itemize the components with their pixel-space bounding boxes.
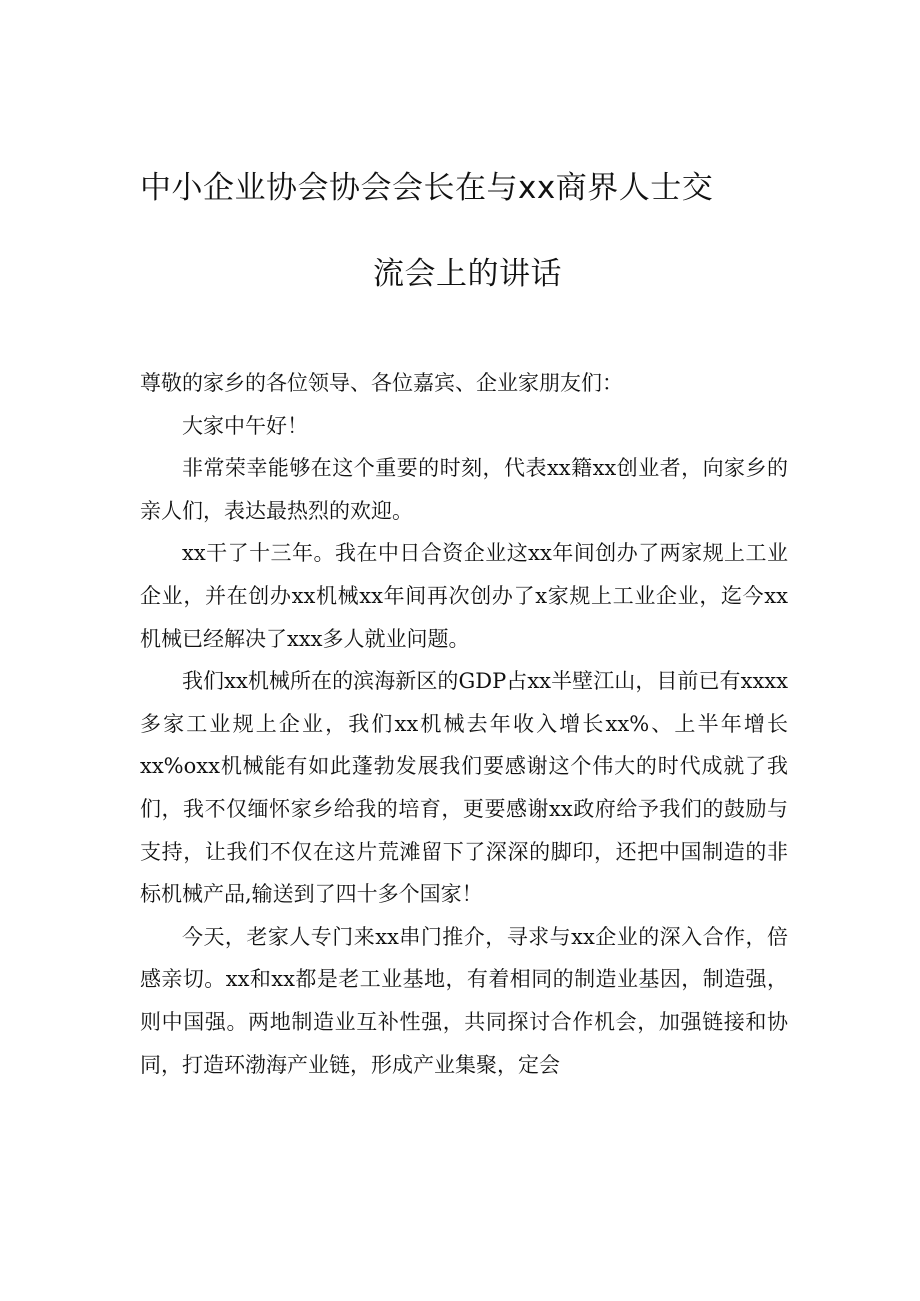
- paragraph: xx干了十三年。我在中日合资企业这xx年间创办了两家规上工业企业，并在创办xx机械xx年间再次创办了x家规上工业企业，迄今xx机械已经解决了xxx多人就业问题。: [140, 541, 788, 651]
- title-line-2: 流会上的讲话: [373, 256, 562, 292]
- paragraph: 非常荣幸能够在这个重要的时刻，代表xx籍xx创业者，向家乡的亲人们，表达最热烈的欢迎。: [140, 456, 788, 523]
- paragraph: 我们xx机械所在的滨海新区的GDP占xx半壁江山，目前已有xxxx多家工业规上企业，我们xx机械去年收入增长xx%、上半年增长xx%oxx机械能有如此蓬勃发展我们要感谢这个伟大的时代成就了我们，我不仅缅怀家乡给我的培育，更要感谢xx政府给予我们的鼓励与支持，让我们不仅在这片荒滩留下了深深的脚印，还把中国制造的非标机械产品,输送到了四十多个国家！: [140, 669, 788, 907]
- title-line-1: 中小企业协会协会会长在与xx商界人士交: [140, 170, 714, 206]
- paragraph: 大家中午好！: [182, 413, 308, 438]
- salutation: 尊敬的家乡的各位领导、各位嘉宾、企业家朋友们：: [140, 371, 623, 395]
- speech-body: [140, 362, 788, 1086]
- paragraph: 今天，老家人专门来xx串门推介，寻求与xx企业的深入合作，倍感亲切。xx和xx都是老工业基地，有着相同的制造业基因，制造强，则中国强。两地制造业互补性强，共同探讨合作机会，加强链接和协同，打造环渤海产业链，形成产业集聚，定会: [140, 924, 788, 1077]
